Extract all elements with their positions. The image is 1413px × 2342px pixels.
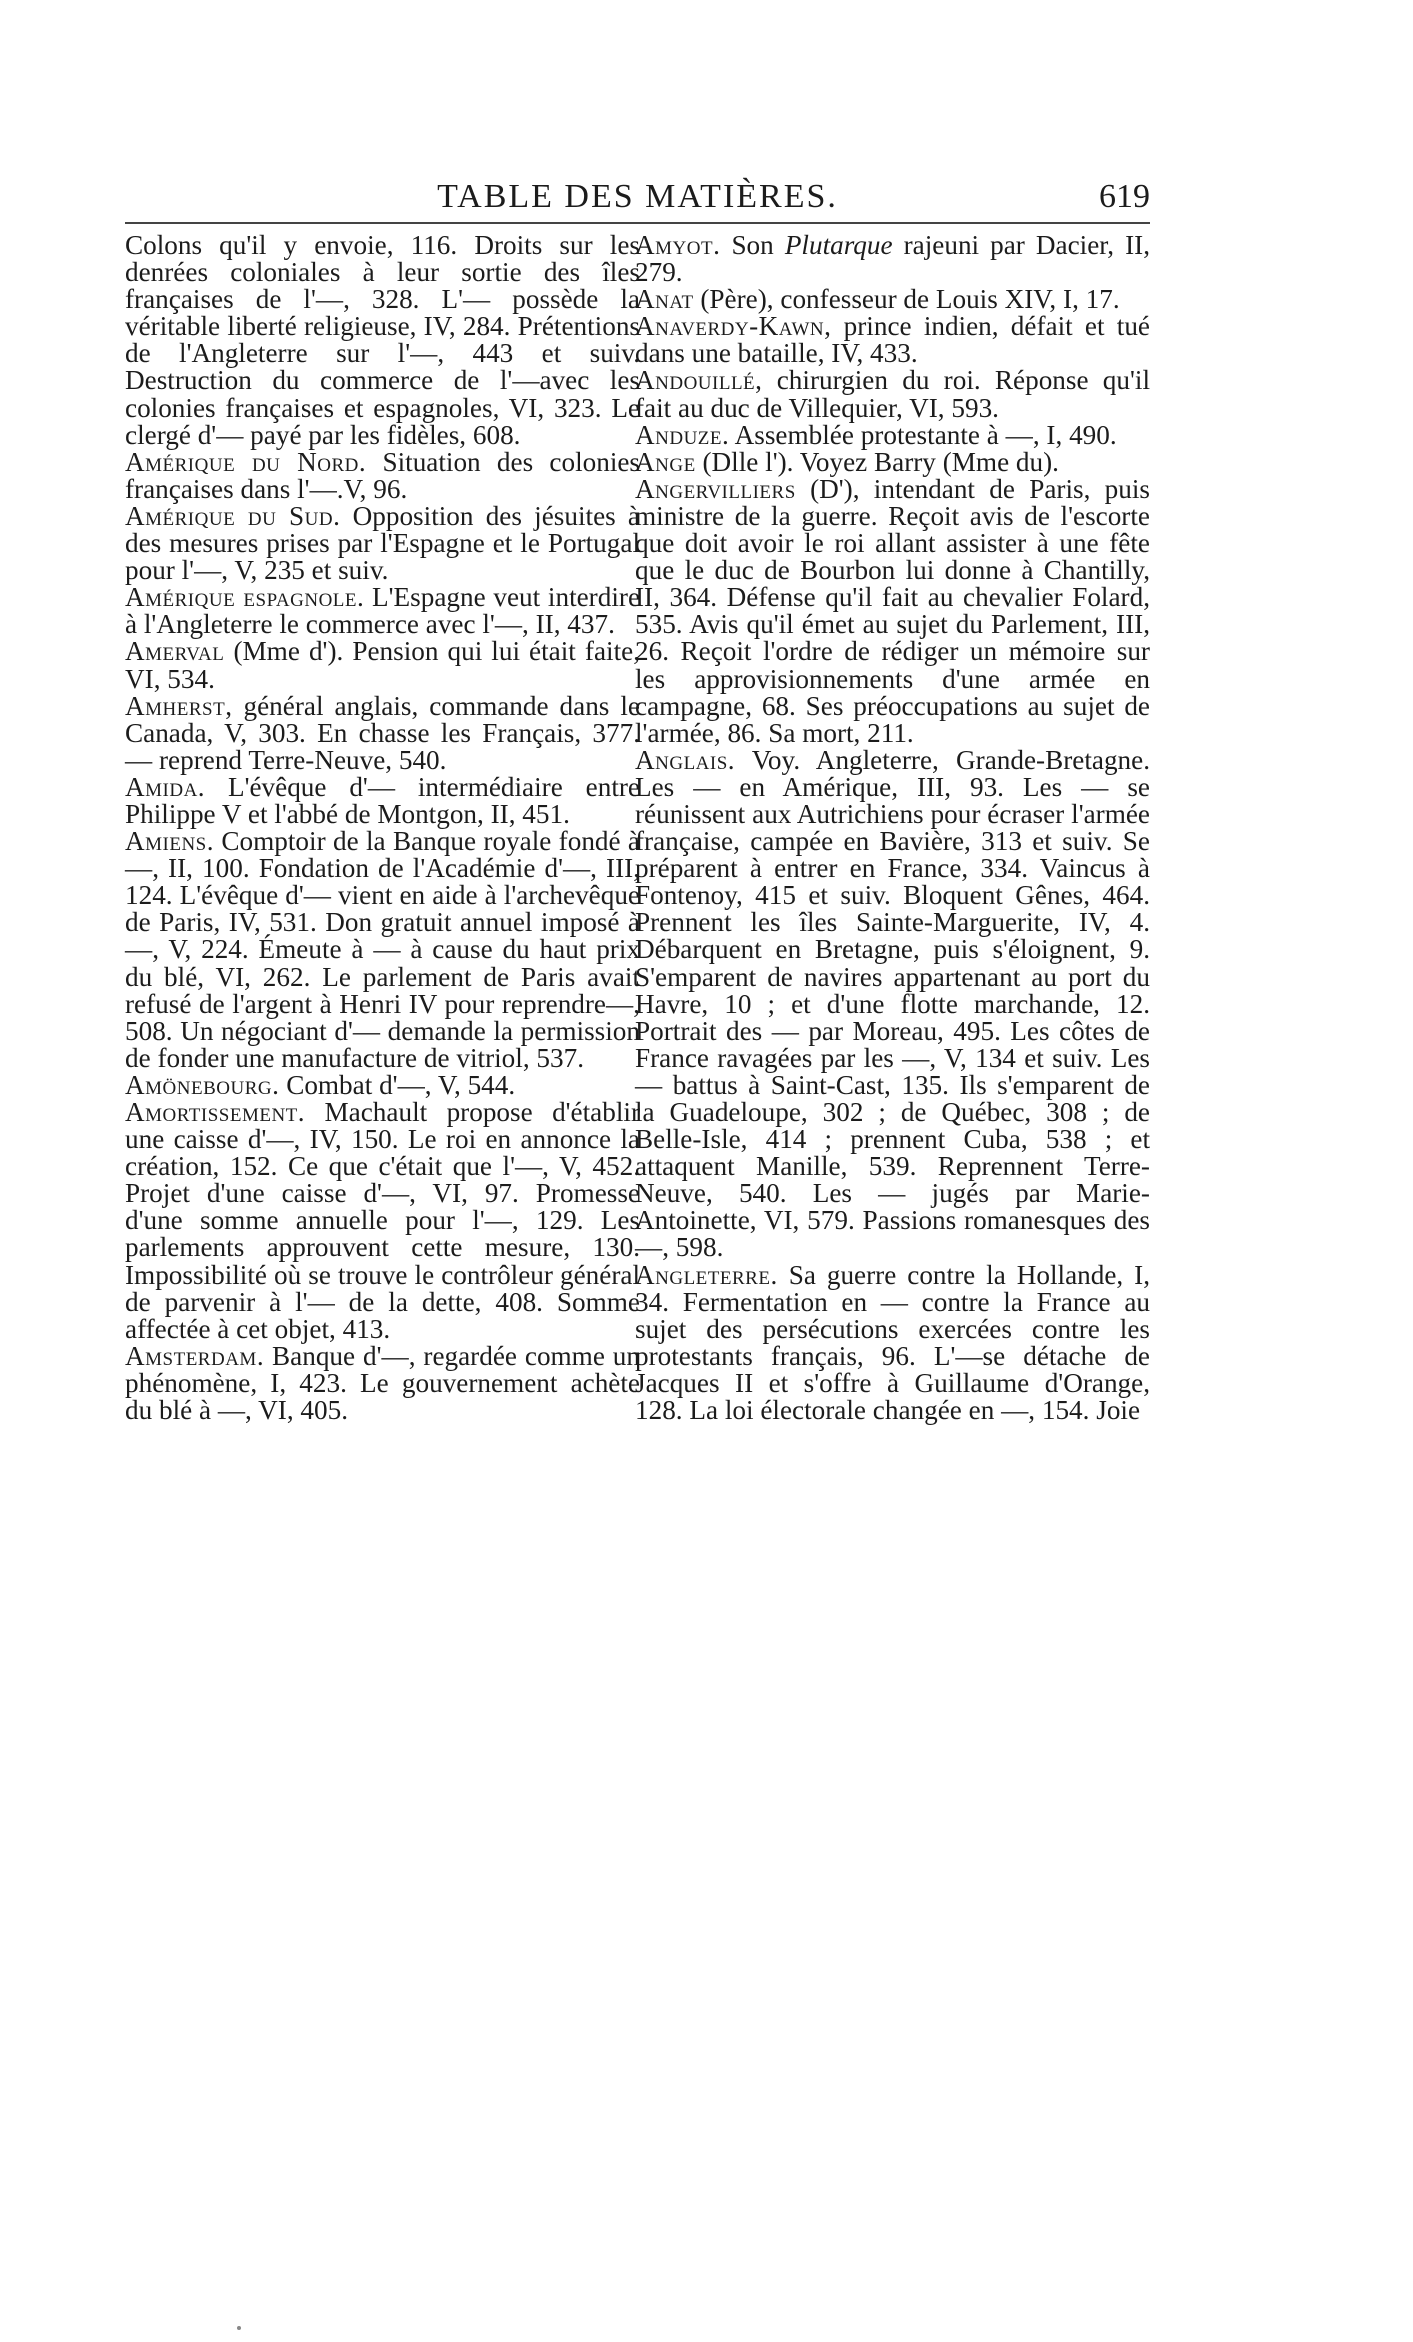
index-entry xyxy=(125,638,640,692)
index-entry xyxy=(125,584,640,638)
entry-text: Banque d'—, regardée comme un phénomène, I, 423. Le gouvernement achète du blé à —, VI, 405. xyxy=(125,1340,640,1426)
index-entry xyxy=(635,232,1150,286)
index-entry xyxy=(125,771,641,829)
running-head xyxy=(125,178,1150,222)
index-entry xyxy=(125,500,640,586)
index-entry xyxy=(125,232,640,449)
entry-headword: Amérique espagnole. xyxy=(125,582,365,613)
entry-text: Assemblée protestante à —, I, 490. xyxy=(734,419,1117,450)
entry-italic-title: Plutarque xyxy=(784,230,893,260)
entry-text: Machault propose d'établir une caisse d'—, IV, 150. Le roi en annonce la création, 152. Ce que c'était que l'—, V, 452. Projet d'une caisse d'—, VI, 97. Promesse d'une somme annuelle pour l'—, 129. Les parlements approuvent cette mesure, 130. Impossibilité où se trouve le contrôleur général de parvenir à l'— de la dette, 408. Somme affectée à cet objet, 413. xyxy=(125,1097,641,1344)
index-entry xyxy=(635,419,1150,450)
entry-headword: Andouillé, xyxy=(635,365,763,396)
entry-text: (Mme d'). Pension qui lui était faite, VI, 534. xyxy=(125,636,641,694)
entry-text: Situation des colonies françaises dans l'—.V, 96. xyxy=(125,446,641,504)
entry-headword: Amönebourg. xyxy=(125,1069,280,1100)
entry-text: prince indien, défait et tué dans une bataille, IV, 433. xyxy=(635,311,1150,369)
index-entry xyxy=(635,286,1150,313)
index-entry xyxy=(635,313,1150,367)
entry-text: Colons qu'il y envoie, 116. Droits sur les denrées coloniales à leur sortie des îles françaises de l'—, 328. L'— possède la véritable liberté religieuse, IV, 284. Prétentions de l'Angleterre sur l'—, 443 et suiv. Destruction du commerce de l'—avec les colonies françaises et espagnoles, VI, 323. Le clergé d'— payé par les fidèles, 608. xyxy=(125,230,640,450)
entry-text: Voy. Angleterre, Grande-Bretagne. Les — en Amérique, III, 93. Les — se réunissent aux Autrichiens pour écraser l'armée française, campée en Bavière, 313 et suiv. Se préparent à entrer en France, 334. Vaincus à Fontenoy, 415 et suiv. Bloquent Gênes, 464. Prennent les îles Sainte-Marguerite, IV, 4. Débarquent en Bretagne, puis s'éloignent, 9. S'emparent de navires appartenant au port du Havre, 10 ; et d'une flotte marchande, 12. Portrait des — par Moreau, 495. Les côtes de France ravagées par les —, V, 134 et suiv. Les — battus à Saint-Cast, 135. Ils s'emparent de la Guadeloupe, 302 ; de Québec, 308 ; de Belle-Isle, 414 ; prennent Cuba, 538 ; et attaquent Manille, 539. Reprennent Terre-Neuve, 540. Les — jugés par Marie-Antoinette, VI, 579. Passions romanesques des —, 598. xyxy=(635,744,1150,1263)
entry-headword: Anaverdy-Kawn, xyxy=(635,311,832,342)
entry-text: L'Espagne veut interdire à l'Angleterre le commerce avec l'—, II, 437. xyxy=(125,582,641,640)
index-entry xyxy=(125,690,640,775)
page-number: 619 xyxy=(1099,178,1150,215)
entry-text: (Père), confesseur de Louis XIV, I, 17. xyxy=(700,284,1120,315)
entry-headword: Amyot. xyxy=(635,230,721,260)
entry-headword: Ange xyxy=(635,446,696,477)
index-entry xyxy=(635,744,1150,1263)
entry-headword: Amerval xyxy=(125,636,225,667)
entry-text: Comptoir de la Banque royale fondé à —, II, 100. Fondation de l'Académie d'—, III, 124. L'évêque d'— vient en aide à l'archevêque de Paris, IV, 531. Don gratuit annuel imposé à —, V, 224. Émeute à — à cause du haut prix du blé, VI, 262. Le parlement de Paris avait refusé de l'argent à Henri IV pour reprendre—, 508. Un négociant d'— demande la permission de fonder une manufacture de vitriol, 537. xyxy=(125,826,641,1073)
entry-text: chirurgien du roi. Réponse qu'il fait au duc de Villequier, VI, 593. xyxy=(635,365,1150,423)
index-entry xyxy=(125,1099,640,1343)
entry-headword: Amida. xyxy=(125,771,206,802)
index-entry xyxy=(635,1259,1150,1426)
index-entry xyxy=(635,446,1150,477)
running-head-title: TABLE DES MATIÈRES. xyxy=(437,178,838,215)
index-entry xyxy=(125,1069,640,1100)
entry-text: rajeuni par Dacier, II, 279. xyxy=(635,230,1151,288)
entry-headword: Angervilliers xyxy=(635,473,796,504)
index-entry xyxy=(635,367,1150,421)
entry-text: Sa guerre contre la Hollande, I, 34. Fermentation en — contre la France au sujet des persécutions exercées contre les protestants français, 96. L'—se détache de Jacques II et s'offre à Guillaume d'Orange, 128. La loi électorale changée en —, 154. Joie xyxy=(635,1259,1150,1426)
entry-text: (Dlle l'). Voyez Barry (Mme du). xyxy=(702,446,1059,477)
index-entry xyxy=(635,473,1151,748)
entry-text: L'évêque d'— intermédiaire entre Philippe V et l'abbé de Montgon, II, 451. xyxy=(125,771,641,829)
stray-mark xyxy=(237,2326,241,2330)
entry-headword: Amérique du Sud. xyxy=(125,500,341,531)
entry-headword: Amortissement. xyxy=(125,1097,306,1127)
left-column xyxy=(125,232,640,1424)
header-rule xyxy=(125,222,1150,224)
index-entry xyxy=(125,446,641,504)
entry-text: Son xyxy=(731,230,774,260)
entry-headword: Anat xyxy=(635,284,694,315)
entry-text: général anglais, commande dans le Canada, V, 303. En chasse les Français, 377. — reprend Terre-Neuve, 540. xyxy=(125,690,640,775)
entry-text: Opposition des jésuites à des mesures prises par l'Espagne et le Portugal pour l'—, V, 235 et suiv. xyxy=(125,500,640,586)
entry-headword: Anglais. xyxy=(635,744,736,775)
entry-headword: Amherst, xyxy=(125,690,233,721)
entry-headword: Angleterre. xyxy=(635,1259,778,1290)
entry-headword: Amiens. xyxy=(125,826,215,857)
right-column xyxy=(635,232,1150,1424)
entry-text: (D'), intendant de Paris, puis ministre de la guerre. Reçoit avis de l'escorte que doit avoir le roi allant assister à une fête que le duc de Bourbon lui donne à Chantilly, II, 364. Défense qu'il fait au chevalier Folard, 535. Avis qu'il émet au sujet du Parlement, III, 26. Reçoit l'ordre de rédiger un mémoire sur les approvisionnements d'une armée en campagne, 68. Ses préoccupations au sujet de l'armée, 86. Sa mort, 211. xyxy=(635,473,1151,748)
entry-headword: Amsterdam. xyxy=(125,1340,265,1371)
entry-text: Combat d'—, V, 544. xyxy=(286,1069,516,1100)
entry-headword: Amérique du Nord. xyxy=(125,446,367,477)
index-entry xyxy=(125,1340,640,1426)
entry-headword: Anduze. xyxy=(635,419,730,450)
index-entry xyxy=(125,828,640,1072)
